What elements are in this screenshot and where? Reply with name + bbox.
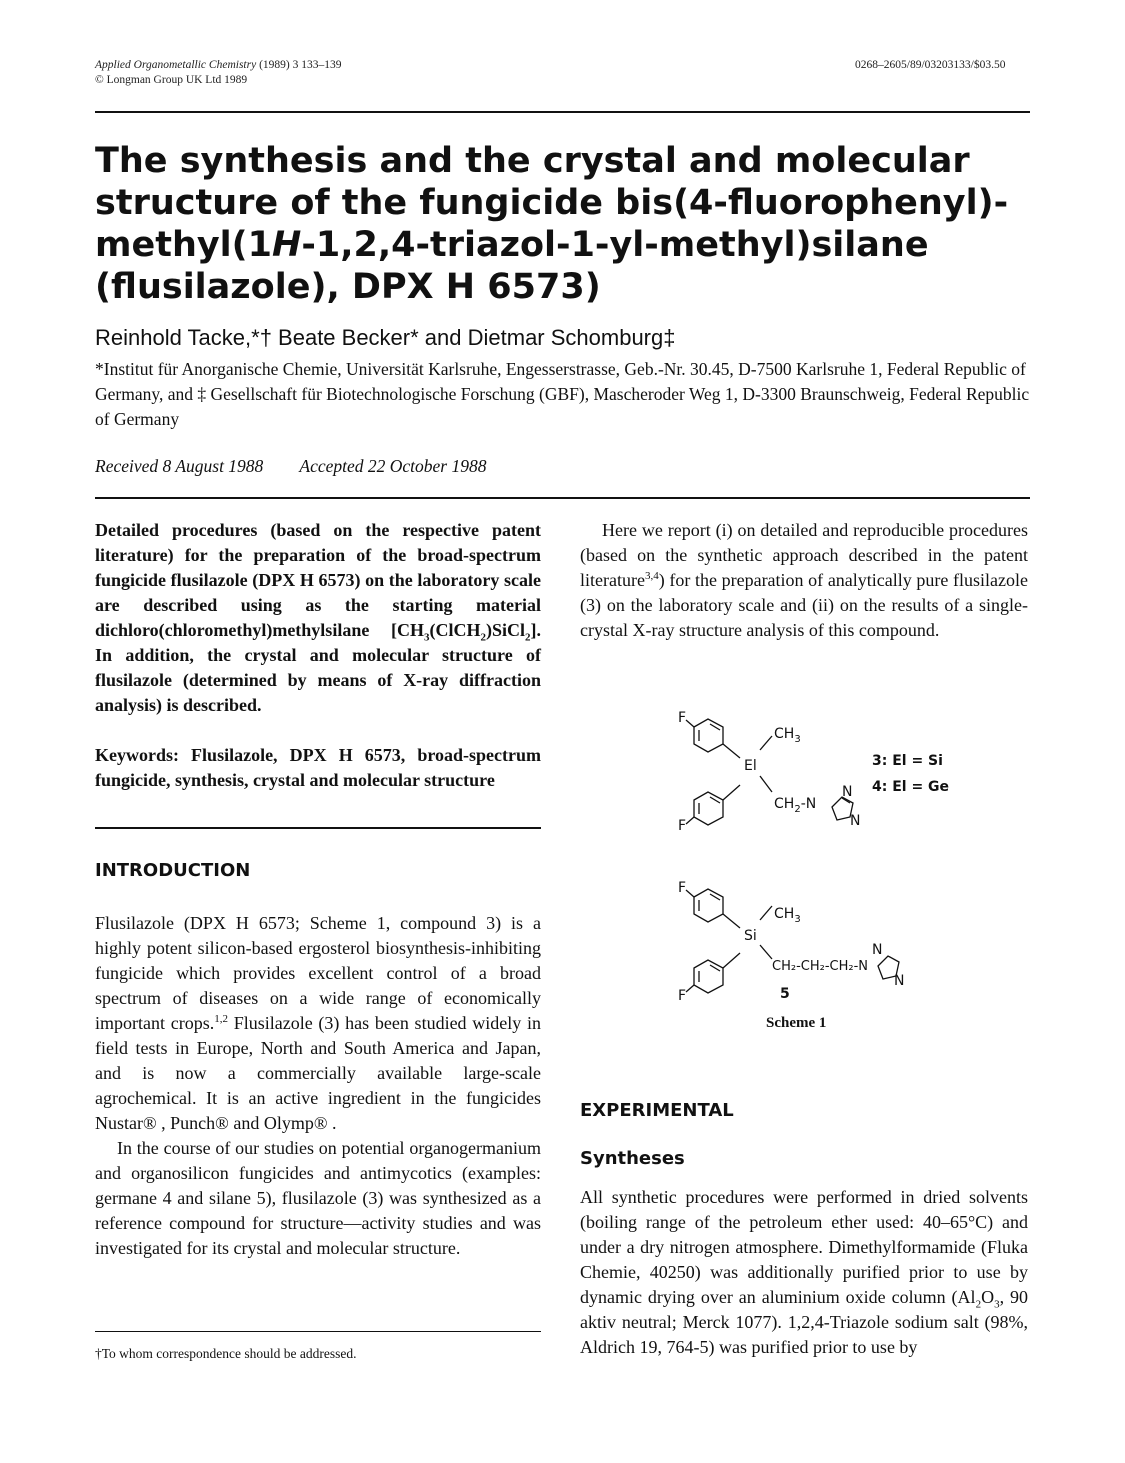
received-date: Received 8 August 1988 (95, 456, 264, 476)
element-label: El (744, 758, 757, 774)
experimental-heading: EXPERIMENTAL (580, 1100, 734, 1121)
scheme-caption: Scheme 1 (766, 1015, 827, 1031)
benzene-ring (694, 889, 723, 922)
introduction-text (95, 911, 541, 1261)
keywords: Keywords: Flusilazole, DPX H 6573, broad-spectrum fungicide, synthesis, crystal and molecular structure (95, 745, 541, 790)
header-rule (95, 111, 1030, 113)
svg-text:CH3: $CH_3$ (774, 906, 801, 925)
nitrogen-label: N (850, 813, 861, 829)
title-line-1: The synthesis and the crystal and molecular (95, 141, 970, 181)
compound-3-label: 3: El = Si (872, 753, 943, 769)
introduction-heading: INTRODUCTION (95, 860, 251, 881)
title-line-3a: methyl(1 (95, 225, 273, 265)
fluorine-label: F (678, 818, 687, 834)
compound-5-label: 5 (780, 986, 790, 1002)
fluorine-label: F (678, 880, 687, 896)
abstract: Detailed procedures (based on the respective patent literature) for the preparation of the broad-spectrum fungicide flusilazole (DPX H 6573) on the laboratory scale are described using as the starting material dichloro(chloromethyl)methylsilane $[CH_3(ClCH_2)SiCl_2]$. In addition, the crystal and molecular structure of flusilazole (determined by means of X-ray diffraction analysis) is described. (95, 520, 541, 715)
footnote-rule (95, 1331, 541, 1332)
affiliation: *Institut für Anorganische Chemie, Universität Karlsruhe, Engesserstrasse, Geb.-Nr. 30.45, D-7500 Karlsruhe 1, Federal Republic of Germany, and ‡ Gesellschaft für Biotechnologische Forschung (GBF), Mascheroder Weg 1, D-3300 Braunschweig, Federal Republic of Germany (95, 359, 1030, 429)
authors: Reinhold Tacke,*† Beate Becker* and Dietmar Schomburg‡ (95, 325, 676, 350)
report-paragraph: Here we report (i) on detailed and reproducible procedures (based on the synthetic approach described in the patent literature$^{3,4}$) for the preparation of analytically pure flusilazole (3) on the laboratory scale and (ii) on the results of a single-crystal X-ray structure analysis of this compound. (580, 520, 1028, 640)
benzene-ring (694, 719, 723, 752)
publisher: © Longman Group UK Ltd 1989 (95, 74, 248, 86)
intro-paragraph-2: In the course of our studies on potential organogermanium and organosilicon fungicides and antimycotics (examples: germane 4 and silane 5), flusilazole (3) was synthesized as a reference compound for structure—activity studies and was investigated for its crystal and molecular structure. (95, 1138, 541, 1258)
running-header (95, 58, 342, 88)
nitrogen-label: N (842, 784, 853, 800)
paper-title (95, 140, 1055, 308)
title-line-3-italic: H (272, 225, 302, 265)
benzene-ring (694, 792, 723, 825)
journal-name: Applied Organometallic Chemistry (95, 59, 257, 71)
title-line-3b: -1,2,4-triazol-1-yl-methyl)silane (301, 225, 929, 265)
compound-4-label: 4: El = Ge (872, 779, 950, 795)
svg-text:CH2-N: $CH_2-N$ (774, 796, 817, 815)
footnote: †To whom correspondence should be addressed. (95, 1346, 357, 1361)
silicon-label: Si (744, 928, 757, 944)
abstract-rule (95, 827, 541, 829)
citation: (1989) 3 133–139 (259, 59, 342, 71)
accepted-date: Accepted 22 October 1988 (299, 456, 487, 476)
title-line-4: (flusilazole), DPX H 6573) (95, 267, 601, 307)
title-line-2: structure of the fungicide bis(4-fluorophenyl)- (95, 183, 1009, 223)
dates-rule (95, 497, 1030, 499)
article-code: 0268–2605/89/03203133/$03.50 (855, 59, 1006, 71)
syntheses-heading: Syntheses (580, 1148, 685, 1169)
nitrogen-label: N (894, 973, 905, 989)
nitrogen-label: N (872, 942, 883, 958)
syntheses-text: All synthetic procedures were performed in dried solvents (boiling range of the petroleum ether used: 40–65°C) and under a dry nitrogen atmosphere. Dimethylformamide (Fluka Chemie, 40250) was additionally purified prior to use by dynamic drying over an aluminium oxide column ($Al_2O_3$, 90 aktiv neutral; Merck 1077). 1,2,4-Triazole sodium salt (98%, Aldrich 19, 764-5) was purified prior to use by (580, 1187, 1029, 1357)
dates (95, 456, 518, 477)
chain-label: CH₂-CH₂-CH₂-N (772, 959, 868, 974)
fluorine-label: F (678, 988, 687, 1004)
svg-text:CH3: $CH_3$ (774, 726, 801, 745)
methyl-label: CH (774, 726, 795, 742)
fluorine-label: F (678, 710, 687, 726)
scheme-1-structures (670, 700, 960, 1020)
methyl-label: CH (774, 906, 795, 922)
intro-paragraph-1: Flusilazole (DPX H 6573; Scheme 1, compound 3) is a highly potent silicon-based ergosterol biosynthesis-inhibiting fungicide which provides excellent control of a broad spectrum of diseases on a wide range of economically important crops.$^{1,2}$ Flusilazole (3) has been studied widely in field tests in Europe, North and South America and Japan, and is now a commercially available large-scale agrochemical. It is an active ingredient in the fungicides Nustar® , Punch® and Olymp® . (95, 913, 542, 1133)
benzene-ring (694, 960, 723, 993)
